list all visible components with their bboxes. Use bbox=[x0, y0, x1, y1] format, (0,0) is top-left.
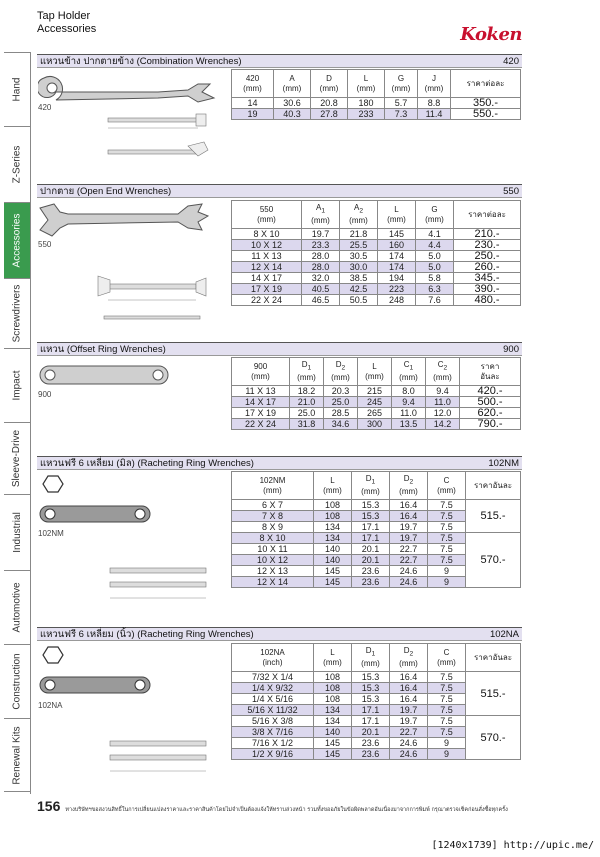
model-label-102na: 102NA bbox=[38, 701, 63, 710]
price-cell: 550.- bbox=[451, 109, 521, 120]
col-header-d2: $D_2$ (mm) bbox=[390, 644, 428, 672]
table-cell: 34.6 bbox=[324, 419, 358, 430]
table-cell: 13.5 bbox=[392, 419, 426, 430]
table-cell: 12 X 13 bbox=[232, 566, 314, 577]
table-cell: 40.5 bbox=[302, 284, 340, 295]
spec-table-102nm bbox=[231, 471, 521, 588]
ratcheting-wrench-mm-image bbox=[38, 474, 233, 614]
model-label-550: 550 bbox=[38, 240, 52, 249]
koken-logo: Koken bbox=[460, 24, 522, 45]
col-header-size: 102NA (inch) bbox=[232, 644, 314, 672]
price-cell: 260.- bbox=[454, 262, 521, 273]
table-cell: 7.5 bbox=[428, 522, 466, 533]
table-row bbox=[232, 98, 521, 109]
table-row bbox=[232, 240, 521, 251]
table-row bbox=[232, 273, 521, 284]
table-cell: 160 bbox=[378, 240, 416, 251]
table-cell: 20.1 bbox=[352, 555, 390, 566]
table-cell: 134 bbox=[314, 522, 352, 533]
table-cell: 17 X 19 bbox=[232, 284, 302, 295]
table-cell: 4.4 bbox=[416, 240, 454, 251]
table-cell: 12.0 bbox=[426, 408, 460, 419]
side-tab-hand[interactable]: Hand bbox=[4, 52, 30, 126]
section-code: 900 bbox=[503, 343, 519, 355]
table-cell: 38.5 bbox=[340, 273, 378, 284]
table-cell: 23.6 bbox=[352, 577, 390, 588]
table-cell: 28.0 bbox=[302, 262, 340, 273]
col-header-d2: $D_2$ (mm) bbox=[390, 472, 428, 500]
table-cell: 7.5 bbox=[428, 694, 466, 705]
table-cell: 17.1 bbox=[352, 533, 390, 544]
table-cell: 1/4 X 9/32 bbox=[232, 683, 314, 694]
table-cell: 15.3 bbox=[352, 694, 390, 705]
category-sidebar bbox=[4, 52, 30, 792]
side-tab-automotive[interactable]: Automotive bbox=[4, 570, 30, 644]
page-number: 156 bbox=[37, 798, 61, 814]
table-cell: 25.0 bbox=[290, 408, 324, 419]
col-header-l: L (mm) bbox=[314, 644, 352, 672]
table-cell: 15.3 bbox=[352, 500, 390, 511]
combination-wrench-image bbox=[38, 70, 238, 170]
model-label-900: 900 bbox=[38, 390, 52, 399]
col-header-price: ราคาต่อละ bbox=[454, 201, 521, 229]
table-cell: 10 X 12 bbox=[232, 240, 302, 251]
table-cell: 108 bbox=[314, 672, 352, 683]
footnote: ทางบริษัทฯขอสงวนสิทธิ์ในการเปลี่ยนแปลงราคาและราคาสินค้าโดยไม่จำเป็นต้องแจ้งให้ทราบล่วงหน้า รวมทั้งขออภัยในข้อผิดพลาดอันเนื่องมาจากการพิมพ์ กรุณาตรวจเช็คก่อนสั่งซื้อทุกครั้ง bbox=[65, 807, 508, 813]
side-tab-accessories[interactable]: Accessories bbox=[4, 202, 30, 278]
col-header-c: C (mm) bbox=[428, 472, 466, 500]
spec-table-102na bbox=[231, 643, 521, 760]
table-cell: 6.3 bbox=[416, 284, 454, 295]
table-row bbox=[232, 284, 521, 295]
table-row bbox=[232, 386, 521, 397]
col-header-l: L (mm) bbox=[314, 472, 352, 500]
sidebar-divider bbox=[30, 52, 31, 794]
table-cell: 15.3 bbox=[352, 672, 390, 683]
col-header-d1: $D_1$ (mm) bbox=[290, 358, 324, 386]
section-header-550 bbox=[37, 184, 522, 198]
table-cell: 14 bbox=[232, 98, 274, 109]
section-code: 102NM bbox=[488, 457, 519, 469]
price-group-2: 570.- bbox=[466, 716, 521, 760]
table-cell: 31.8 bbox=[290, 419, 324, 430]
spec-table-900 bbox=[231, 357, 521, 430]
page-footer bbox=[37, 798, 508, 814]
table-row bbox=[232, 533, 521, 544]
table-cell: 24.6 bbox=[390, 738, 428, 749]
table-cell: 20.8 bbox=[311, 98, 348, 109]
table-cell: 7.5 bbox=[428, 705, 466, 716]
table-row bbox=[232, 408, 521, 419]
col-header-g: G (mm) bbox=[416, 201, 454, 229]
table-cell: 194 bbox=[378, 273, 416, 284]
table-cell: 134 bbox=[314, 705, 352, 716]
open-end-wrench-image bbox=[38, 200, 233, 330]
col-header-l: L (mm) bbox=[348, 70, 385, 98]
table-cell: 11.4 bbox=[418, 109, 451, 120]
table-cell: 7.5 bbox=[428, 672, 466, 683]
table-row bbox=[232, 716, 521, 727]
table-cell: 3/8 X 7/16 bbox=[232, 727, 314, 738]
table-cell: 174 bbox=[378, 262, 416, 273]
table-cell: 9 bbox=[428, 566, 466, 577]
section-header-900 bbox=[37, 342, 522, 356]
table-cell: 22 X 24 bbox=[232, 419, 290, 430]
ratcheting-wrench-inch-image bbox=[38, 645, 233, 785]
col-header-c2: $C_2$ (mm) bbox=[426, 358, 460, 386]
table-cell: 145 bbox=[378, 229, 416, 240]
table-cell: 4.1 bbox=[416, 229, 454, 240]
table-cell: 14 X 17 bbox=[232, 397, 290, 408]
table-cell: 17.1 bbox=[352, 522, 390, 533]
table-cell: 22 X 24 bbox=[232, 295, 302, 306]
table-cell: 5/16 X 3/8 bbox=[232, 716, 314, 727]
price-cell: 620.- bbox=[460, 408, 521, 419]
table-cell: 9 bbox=[428, 577, 466, 588]
table-cell: 8.0 bbox=[392, 386, 426, 397]
spec-table-550 bbox=[231, 200, 521, 306]
table-cell: 1/4 X 5/16 bbox=[232, 694, 314, 705]
section-title: แหวนข้าง ปากตายข้าง (Combination Wrenches) bbox=[40, 55, 242, 67]
section-title: แหวน (Offset Ring Wrenches) bbox=[40, 343, 166, 355]
table-header-row bbox=[232, 472, 521, 500]
table-cell: 50.5 bbox=[340, 295, 378, 306]
col-header-d1: $D_1$ (mm) bbox=[352, 472, 390, 500]
col-header-size: 102NM (mm) bbox=[232, 472, 314, 500]
table-cell: 7.5 bbox=[428, 683, 466, 694]
section-title: แหวนฟรี 6 เหลี่ยม (มิล) (Racheting Ring Wrenches) bbox=[40, 457, 254, 469]
table-cell: 7.5 bbox=[428, 533, 466, 544]
table-cell: 24.6 bbox=[390, 749, 428, 760]
model-label-420: 420 bbox=[38, 103, 52, 112]
table-cell: 21.0 bbox=[290, 397, 324, 408]
table-cell: 10 X 11 bbox=[232, 544, 314, 555]
price-cell: 420.- bbox=[460, 386, 521, 397]
table-row bbox=[232, 295, 521, 306]
table-cell: 7.6 bbox=[416, 295, 454, 306]
table-cell: 22.7 bbox=[390, 727, 428, 738]
table-cell: 233 bbox=[348, 109, 385, 120]
table-header-row bbox=[232, 358, 521, 386]
col-header-d: D (mm) bbox=[311, 70, 348, 98]
section-code: 550 bbox=[503, 185, 519, 197]
table-row bbox=[232, 109, 521, 120]
col-header-d1: $D_1$ (mm) bbox=[352, 644, 390, 672]
table-cell: 245 bbox=[358, 397, 392, 408]
page-header bbox=[37, 10, 96, 36]
table-cell: 32.0 bbox=[302, 273, 340, 284]
table-cell: 20.1 bbox=[352, 727, 390, 738]
table-cell: 14.2 bbox=[426, 419, 460, 430]
table-row bbox=[232, 672, 521, 683]
table-cell: 24.6 bbox=[390, 577, 428, 588]
table-cell: 16.4 bbox=[390, 672, 428, 683]
table-cell: 108 bbox=[314, 683, 352, 694]
table-header-row bbox=[232, 70, 521, 98]
table-cell: 12 X 14 bbox=[232, 577, 314, 588]
table-cell: 25.5 bbox=[340, 240, 378, 251]
table-cell: 7/32 X 1/4 bbox=[232, 672, 314, 683]
table-cell: 40.3 bbox=[274, 109, 311, 120]
price-cell: 350.- bbox=[451, 98, 521, 109]
table-cell: 248 bbox=[378, 295, 416, 306]
table-header-row bbox=[232, 201, 521, 229]
table-cell: 140 bbox=[314, 555, 352, 566]
table-cell: 30.5 bbox=[340, 251, 378, 262]
table-cell: 108 bbox=[314, 694, 352, 705]
table-cell: 7 X 8 bbox=[232, 511, 314, 522]
table-cell: 5.0 bbox=[416, 251, 454, 262]
table-cell: 8.8 bbox=[418, 98, 451, 109]
table-cell: 11 X 13 bbox=[232, 386, 290, 397]
table-cell: 5/16 X 11/32 bbox=[232, 705, 314, 716]
table-cell: 7/16 X 1/2 bbox=[232, 738, 314, 749]
table-cell: 24.6 bbox=[390, 566, 428, 577]
table-cell: 17.1 bbox=[352, 705, 390, 716]
price-cell: 250.- bbox=[454, 251, 521, 262]
section-header-420 bbox=[37, 54, 522, 68]
table-cell: 300 bbox=[358, 419, 392, 430]
section-title: แหวนฟรี 6 เหลี่ยม (นิ้ว) (Racheting Ring Wrenches) bbox=[40, 628, 254, 640]
side-tab-industrial[interactable]: Industrial bbox=[4, 494, 30, 570]
table-cell: 8 X 9 bbox=[232, 522, 314, 533]
table-cell: 15.3 bbox=[352, 511, 390, 522]
table-cell: 30.6 bbox=[274, 98, 311, 109]
table-cell: 11.0 bbox=[392, 408, 426, 419]
table-cell: 46.5 bbox=[302, 295, 340, 306]
col-header-price: ราคา อันละ bbox=[460, 358, 521, 386]
col-header-d2: $D_2$ (mm) bbox=[324, 358, 358, 386]
table-cell: 9 bbox=[428, 738, 466, 749]
side-tab-renewal-kits[interactable]: Renewal Kits bbox=[4, 718, 30, 792]
table-cell: 27.8 bbox=[311, 109, 348, 120]
table-cell: 16.4 bbox=[390, 683, 428, 694]
price-cell: 480.- bbox=[454, 295, 521, 306]
hexagon-icon bbox=[43, 476, 63, 492]
table-cell: 10 X 12 bbox=[232, 555, 314, 566]
table-cell: 180 bbox=[348, 98, 385, 109]
table-row bbox=[232, 262, 521, 273]
col-header-price: ราคาอันละ bbox=[466, 472, 521, 500]
table-cell: 265 bbox=[358, 408, 392, 419]
table-row bbox=[232, 500, 521, 511]
table-row bbox=[232, 397, 521, 408]
table-row bbox=[232, 251, 521, 262]
hexagon-icon bbox=[43, 647, 63, 663]
col-header-c1: $C_1$ (mm) bbox=[392, 358, 426, 386]
col-header-size: 900 (mm) bbox=[232, 358, 290, 386]
table-row bbox=[232, 229, 521, 240]
col-header-a: A (mm) bbox=[274, 70, 311, 98]
table-cell: 16.4 bbox=[390, 500, 428, 511]
col-header-a1: $A_1$ (mm) bbox=[302, 201, 340, 229]
table-cell: 17.1 bbox=[352, 716, 390, 727]
section-header-102nm bbox=[37, 456, 522, 470]
table-cell: 134 bbox=[314, 533, 352, 544]
table-cell: 16.4 bbox=[390, 694, 428, 705]
section-header-102na bbox=[37, 627, 522, 641]
table-cell: 108 bbox=[314, 500, 352, 511]
table-cell: 23.6 bbox=[352, 738, 390, 749]
col-header-price: ราคาต่อละ bbox=[451, 70, 521, 98]
table-cell: 5.0 bbox=[416, 262, 454, 273]
table-cell: 145 bbox=[314, 566, 352, 577]
side-tab-impact[interactable]: Impact bbox=[4, 348, 30, 422]
table-cell: 19.7 bbox=[390, 716, 428, 727]
col-header-l: L (mm) bbox=[358, 358, 392, 386]
table-cell: 223 bbox=[378, 284, 416, 295]
table-cell: 23.6 bbox=[352, 749, 390, 760]
table-cell: 19 bbox=[232, 109, 274, 120]
table-cell: 8 X 10 bbox=[232, 533, 314, 544]
col-header-c: C (mm) bbox=[428, 644, 466, 672]
table-cell: 42.5 bbox=[340, 284, 378, 295]
table-cell: 25.0 bbox=[324, 397, 358, 408]
table-cell: 108 bbox=[314, 511, 352, 522]
table-cell: 7.5 bbox=[428, 511, 466, 522]
table-row bbox=[232, 419, 521, 430]
table-cell: 1/2 X 9/16 bbox=[232, 749, 314, 760]
header-line1: Tap Holder bbox=[37, 10, 91, 22]
table-cell: 5.7 bbox=[385, 98, 418, 109]
table-cell: 9.4 bbox=[392, 397, 426, 408]
col-header-j: J (mm) bbox=[418, 70, 451, 98]
table-cell: 215 bbox=[358, 386, 392, 397]
table-cell: 7.5 bbox=[428, 716, 466, 727]
col-header-a2: $A_2$ (mm) bbox=[340, 201, 378, 229]
side-tab-sleeve-drive[interactable]: Sleeve-Drive bbox=[4, 422, 30, 494]
table-cell: 7.3 bbox=[385, 109, 418, 120]
side-tab-screwdrivers[interactable]: Screwdrivers bbox=[4, 278, 30, 348]
table-cell: 5.8 bbox=[416, 273, 454, 284]
table-cell: 28.0 bbox=[302, 251, 340, 262]
price-cell: 390.- bbox=[454, 284, 521, 295]
col-header-price: ราคาอันละ bbox=[466, 644, 521, 672]
offset-ring-wrench-image bbox=[38, 362, 178, 392]
table-cell: 174 bbox=[378, 251, 416, 262]
table-cell: 20.1 bbox=[352, 544, 390, 555]
section-title: ปากตาย (Open End Wrenches) bbox=[40, 185, 172, 197]
price-group-1: 515.- bbox=[466, 500, 521, 533]
table-cell: 22.7 bbox=[390, 555, 428, 566]
table-cell: 21.8 bbox=[340, 229, 378, 240]
col-header-g: G (mm) bbox=[385, 70, 418, 98]
col-header-l: L (mm) bbox=[378, 201, 416, 229]
table-cell: 23.6 bbox=[352, 566, 390, 577]
table-cell: 8 X 10 bbox=[232, 229, 302, 240]
price-cell: 500.- bbox=[460, 397, 521, 408]
table-cell: 19.7 bbox=[390, 705, 428, 716]
price-group-2: 570.- bbox=[466, 533, 521, 588]
table-cell: 15.3 bbox=[352, 683, 390, 694]
table-cell: 17 X 19 bbox=[232, 408, 290, 419]
section-code: 420 bbox=[503, 55, 519, 67]
table-cell: 12 X 14 bbox=[232, 262, 302, 273]
header-line2: Accessories bbox=[37, 23, 97, 35]
table-cell: 9 bbox=[428, 749, 466, 760]
table-cell: 23.3 bbox=[302, 240, 340, 251]
table-cell: 145 bbox=[314, 749, 352, 760]
price-cell: 230.- bbox=[454, 240, 521, 251]
col-header-size: 550 (mm) bbox=[232, 201, 302, 229]
table-cell: 145 bbox=[314, 738, 352, 749]
table-cell: 7.5 bbox=[428, 500, 466, 511]
table-cell: 145 bbox=[314, 577, 352, 588]
table-cell: 19.7 bbox=[390, 522, 428, 533]
table-cell: 16.4 bbox=[390, 511, 428, 522]
table-cell: 7.5 bbox=[428, 555, 466, 566]
table-cell: 30.0 bbox=[340, 262, 378, 273]
table-header-row bbox=[232, 644, 521, 672]
table-cell: 11.0 bbox=[426, 397, 460, 408]
table-cell: 7.5 bbox=[428, 727, 466, 738]
col-header-size: 420 (mm) bbox=[232, 70, 274, 98]
table-cell: 140 bbox=[314, 727, 352, 738]
table-cell: 9.4 bbox=[426, 386, 460, 397]
table-cell: 7.5 bbox=[428, 544, 466, 555]
price-group-1: 515.- bbox=[466, 672, 521, 716]
price-cell: 345.- bbox=[454, 273, 521, 284]
table-cell: 19.7 bbox=[390, 533, 428, 544]
table-cell: 14 X 17 bbox=[232, 273, 302, 284]
table-cell: 19.7 bbox=[302, 229, 340, 240]
table-cell: 134 bbox=[314, 716, 352, 727]
image-watermark[interactable]: [1240x1739] http://upic.me/ bbox=[431, 840, 594, 851]
table-cell: 28.5 bbox=[324, 408, 358, 419]
table-cell: 11 X 13 bbox=[232, 251, 302, 262]
section-code: 102NA bbox=[489, 628, 519, 640]
side-tab-construction[interactable]: Construction bbox=[4, 644, 30, 718]
price-cell: 210.- bbox=[454, 229, 521, 240]
table-cell: 22.7 bbox=[390, 544, 428, 555]
table-cell: 18.2 bbox=[290, 386, 324, 397]
table-cell: 20.3 bbox=[324, 386, 358, 397]
table-cell: 140 bbox=[314, 544, 352, 555]
table-cell: 6 X 7 bbox=[232, 500, 314, 511]
price-cell: 790.- bbox=[460, 419, 521, 430]
model-label-102nm: 102NM bbox=[38, 529, 64, 538]
spec-table-420 bbox=[231, 69, 521, 120]
side-tab-z-series[interactable]: Z-Series bbox=[4, 126, 30, 202]
